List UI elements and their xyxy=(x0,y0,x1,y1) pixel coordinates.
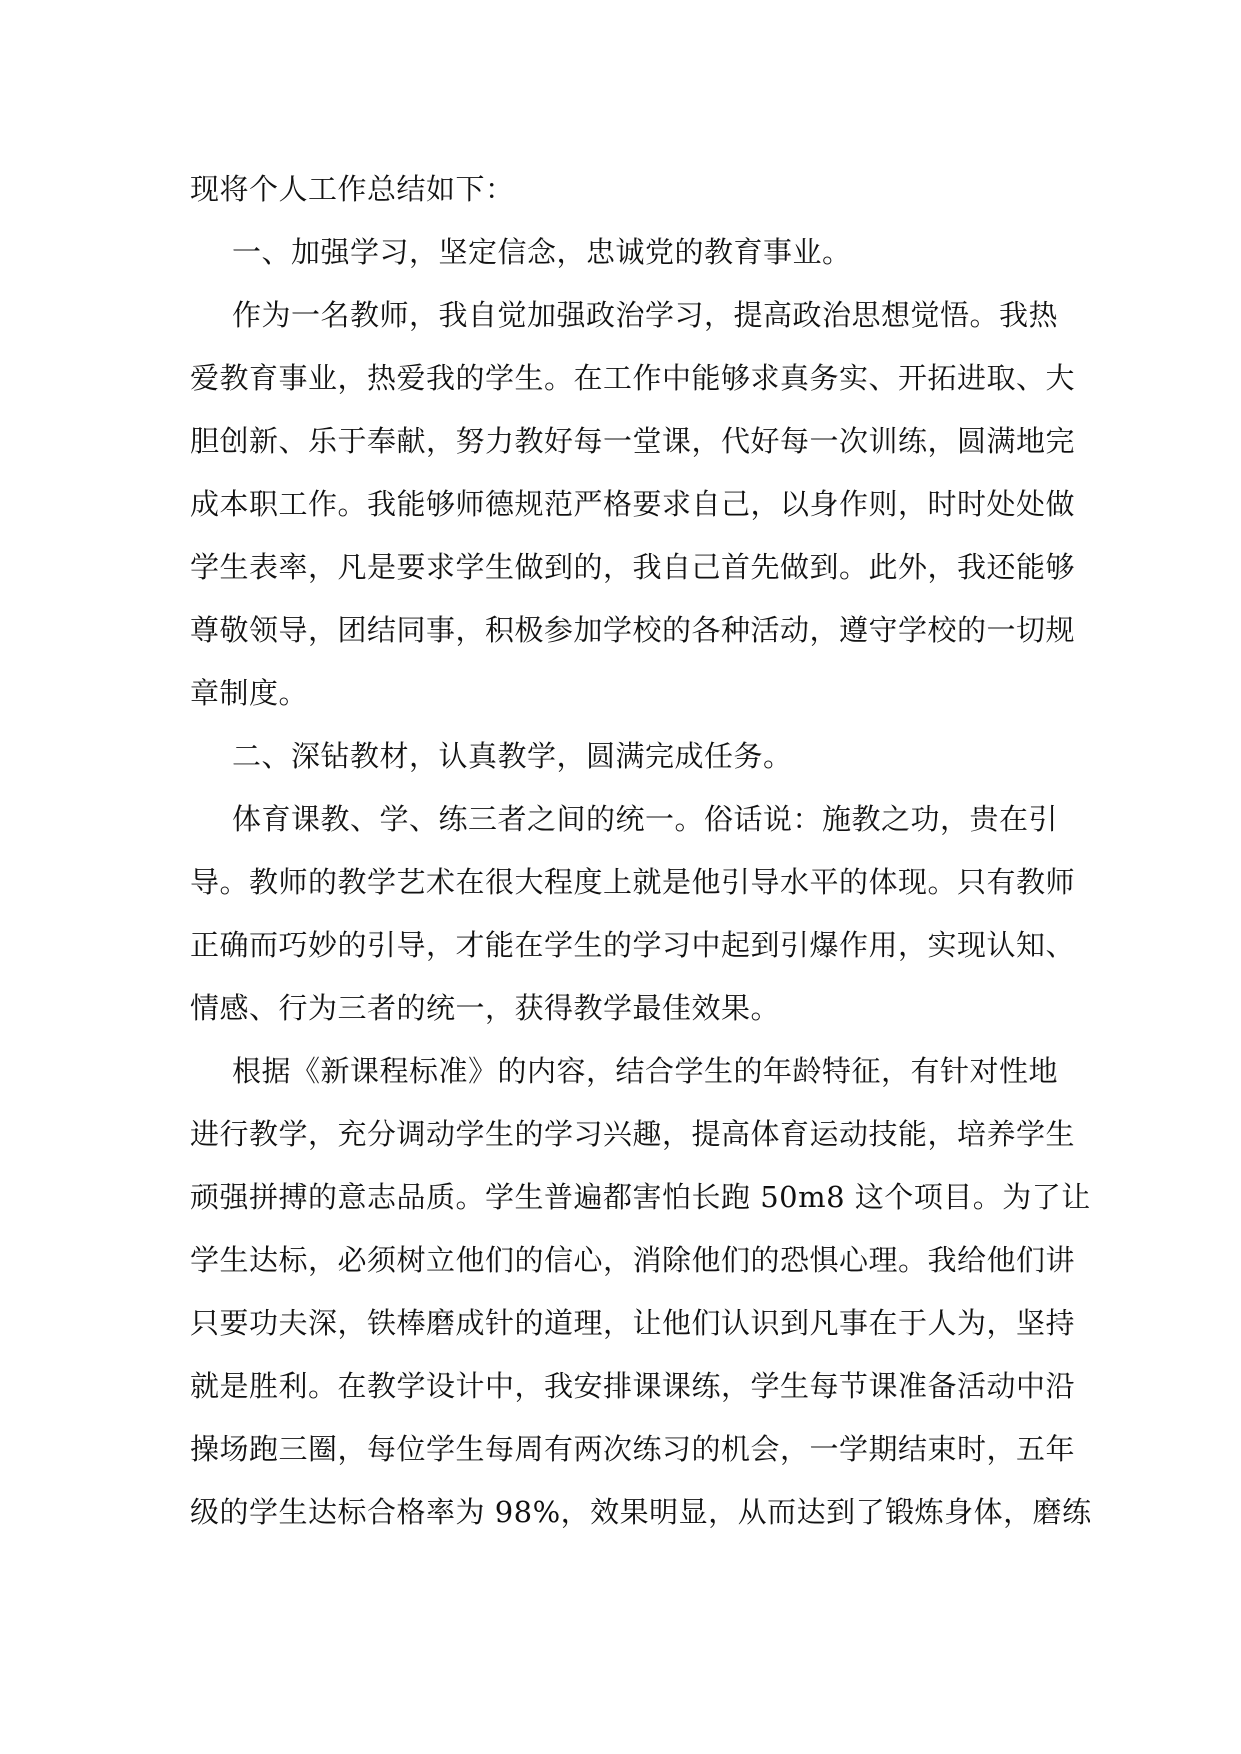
section-heading: 一、加强学习，坚定信念，忠诚党的教育事业。 xyxy=(232,235,852,269)
text-line: 现将个人工作总结如下： xyxy=(190,172,515,206)
paragraph-line: 章制度。 xyxy=(190,676,309,710)
paragraph-line: 爱教育事业，热爱我的学生。在工作中能够求真务实、开拓进取、大 xyxy=(190,361,1076,395)
paragraph-line: 顽强拼搏的意志品质。学生普遍都害怕长跑 50m8 这个项目。为了让 xyxy=(190,1180,1091,1214)
paragraph-line: 胆创新、乐于奉献，努力教好每一堂课，代好每一次训练，圆满地完 xyxy=(190,424,1076,458)
paragraph-line: 尊敬领导，团结同事，积极参加学校的各种活动，遵守学校的一切规 xyxy=(190,613,1076,647)
paragraph-line: 成本职工作。我能够师德规范严格要求自己，以身作则，时时处处做 xyxy=(190,487,1076,521)
paragraph-line: 正确而巧妙的引导，才能在学生的学习中起到引爆作用，实现认知、 xyxy=(190,928,1076,962)
paragraph-line: 就是胜利。在教学设计中，我安排课课练，学生每节课准备活动中沿 xyxy=(190,1369,1076,1403)
paragraph-line: 级的学生达标合格率为 98%，效果明显，从而达到了锻炼身体，磨练 xyxy=(190,1495,1092,1529)
paragraph-line: 根据《新课程标准》的内容，结合学生的年龄特征，有针对性地 xyxy=(232,1054,1059,1088)
paragraph-line: 学生达标，必须树立他们的信心，消除他们的恐惧心理。我给他们讲 xyxy=(190,1243,1076,1277)
paragraph-line: 作为一名教师，我自觉加强政治学习，提高政治思想觉悟。我热 xyxy=(232,298,1059,332)
paragraph-line: 情感、行为三者的统一，获得教学最佳效果。 xyxy=(190,991,781,1025)
paragraph-line: 操场跑三圈，每位学生每周有两次练习的机会，一学期结束时，五年 xyxy=(190,1432,1076,1466)
paragraph-line: 只要功夫深，铁棒磨成针的道理，让他们认识到凡事在于人为，坚持 xyxy=(190,1306,1076,1340)
paragraph-line: 学生表率，凡是要求学生做到的，我自己首先做到。此外，我还能够 xyxy=(190,550,1076,584)
paragraph-line: 导。教师的教学艺术在很大程度上就是他引导水平的体现。只有教师 xyxy=(190,865,1076,899)
paragraph-line: 体育课教、学、练三者之间的统一。俗话说：施教之功，贵在引 xyxy=(232,802,1059,836)
paragraph-line: 进行教学，充分调动学生的学习兴趣，提高体育运动技能，培养学生 xyxy=(190,1117,1076,1151)
section-heading: 二、深钻教材，认真教学，圆满完成任务。 xyxy=(232,739,793,773)
